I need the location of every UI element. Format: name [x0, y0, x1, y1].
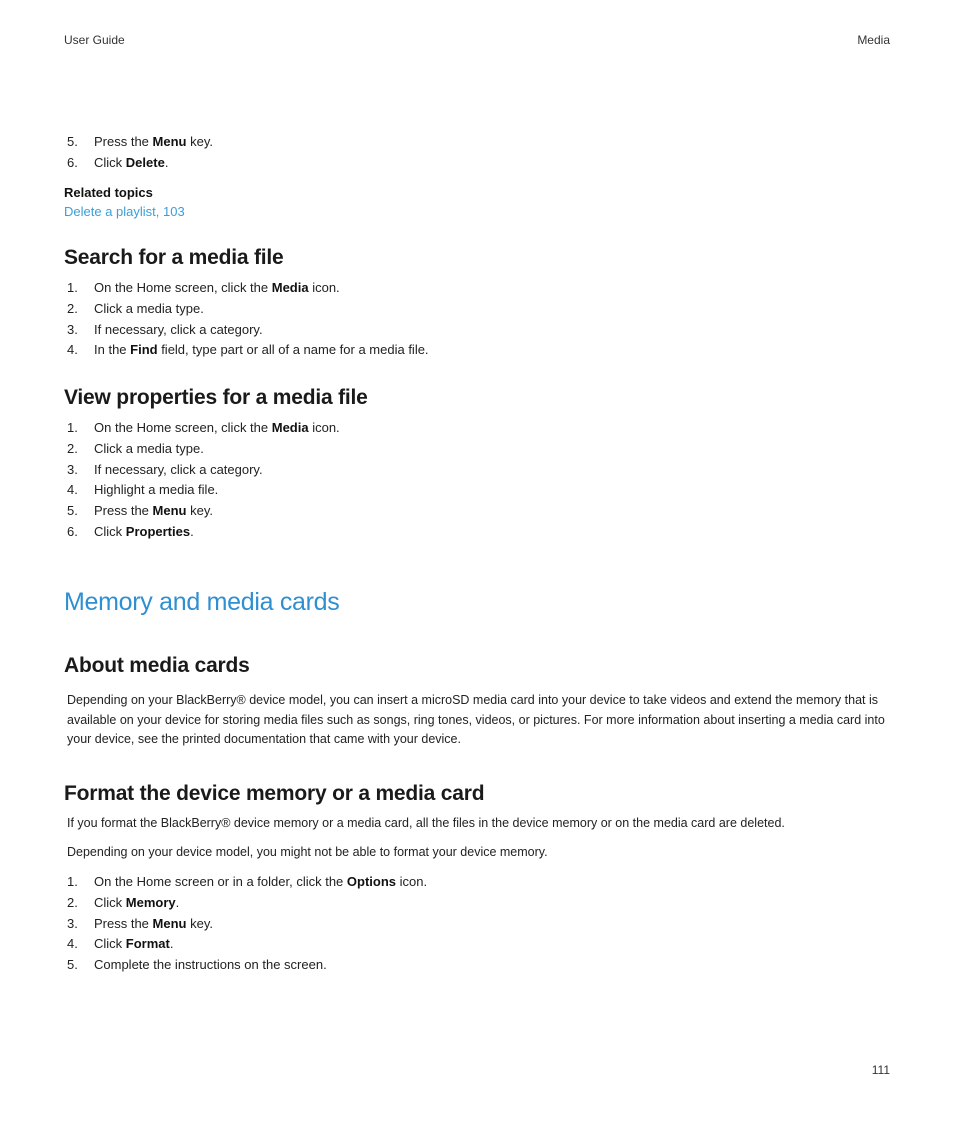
step-text-end: key.	[186, 503, 213, 519]
search-section-heading: Search for a media file	[64, 246, 284, 269]
step-keyword: Media	[271, 280, 309, 295]
step-text: Click	[94, 894, 126, 910]
list-item	[64, 439, 884, 460]
step-keyword: Memory	[125, 894, 176, 910]
step-text-end: .	[175, 894, 180, 910]
step-number: 5.	[67, 134, 78, 149]
step-number: 4.	[67, 936, 78, 952]
step-number: 6.	[67, 523, 78, 539]
about-paragraph: Depending on your BlackBerry® device model, you can insert a microSD media card into your device to take videos and extend the memory that is available on your device for storing media files such as songs, ring tones, videos, or pictures. For more information about inserting a media card into your device, see the printed documentation that came with your device.	[67, 693, 885, 747]
list-item	[64, 522, 884, 543]
step-keyword: Properties	[125, 523, 191, 539]
step-text-end: icon.	[396, 874, 428, 889]
step-text: Click a media type.	[94, 300, 204, 316]
properties-steps-list	[64, 418, 884, 543]
list-item	[64, 955, 884, 976]
step-text-end: key.	[186, 915, 213, 931]
list-item	[64, 480, 884, 501]
step-number: 3.	[67, 321, 78, 337]
step-number: 4.	[67, 482, 78, 498]
page-number: 111	[871, 1063, 890, 1077]
header-doc-title: User Guide	[64, 33, 125, 47]
step-number: 4.	[67, 342, 78, 358]
list-item	[64, 872, 884, 893]
step-text: Press the	[94, 503, 153, 519]
list-item	[64, 914, 884, 935]
step-text: On the Home screen, click the	[94, 280, 272, 295]
list-item	[64, 460, 884, 481]
step-text: On the Home screen, click the	[94, 420, 272, 435]
step-number: 1.	[67, 874, 78, 889]
step-text: Click	[94, 936, 126, 952]
step-text: Highlight a media file.	[94, 482, 219, 498]
step-number: 2.	[67, 894, 78, 910]
step-number: 3.	[67, 461, 78, 477]
step-number: 1.	[67, 280, 78, 295]
list-item	[64, 501, 884, 522]
list-item	[64, 320, 884, 341]
list-item	[64, 934, 884, 955]
step-keyword: Options	[346, 874, 397, 889]
related-topics-heading: Related topics	[64, 185, 153, 200]
step-text-end: .	[190, 523, 194, 539]
step-keyword: Find	[130, 342, 158, 358]
step-keyword: Menu	[152, 134, 187, 149]
step-number: 5.	[67, 503, 78, 519]
step-number: 2.	[67, 300, 78, 316]
search-steps-list	[64, 278, 884, 361]
step-keyword: Menu	[152, 503, 187, 519]
list-item	[64, 153, 884, 174]
top-steps-list	[64, 132, 884, 174]
step-text: If necessary, click a category.	[94, 461, 263, 477]
step-number: 3.	[67, 915, 78, 931]
step-text-end: field, type part or all of a name for a media file.	[157, 342, 429, 358]
properties-section-heading: View properties for a media file	[64, 386, 368, 409]
step-keyword: Delete	[125, 154, 165, 170]
list-item	[64, 418, 884, 439]
step-text: Click a media type.	[94, 440, 204, 456]
step-number: 5.	[67, 957, 78, 973]
step-text: If necessary, click a category.	[94, 321, 263, 337]
header-section-title: Media	[857, 33, 890, 47]
list-item	[64, 299, 884, 320]
step-keyword: Menu	[152, 915, 187, 931]
step-text-end: .	[169, 936, 174, 952]
step-text: Complete the instructions on the screen.	[94, 957, 327, 973]
step-text: On the Home screen or in a folder, click the	[94, 874, 347, 889]
about-section-heading: About media cards	[64, 654, 250, 677]
step-text-end: icon.	[308, 280, 340, 295]
format-steps-list	[64, 872, 884, 976]
list-item	[64, 893, 884, 914]
list-item	[64, 278, 884, 299]
step-text: Press the	[94, 134, 153, 149]
step-text: Click	[94, 154, 126, 170]
step-number: 1.	[67, 420, 78, 435]
chapter-title: Memory and media cards	[64, 588, 340, 616]
step-text-end: icon.	[308, 420, 340, 435]
list-item	[64, 340, 884, 361]
format-paragraph-1: If you format the BlackBerry® device memory or a media card, all the files in the device memory or on the media card are deleted.	[67, 816, 785, 830]
format-section-heading: Format the device memory or a media card	[64, 782, 485, 805]
related-topic-link[interactable]: Delete a playlist, 103	[64, 204, 185, 219]
format-paragraph-2: Depending on your device model, you might not be able to format your device memory.	[67, 845, 548, 859]
step-text-end: .	[164, 154, 169, 170]
list-item	[64, 132, 884, 153]
step-text-end: key.	[186, 134, 213, 149]
step-text: Press the	[94, 915, 153, 931]
step-number: 6.	[67, 154, 78, 170]
step-text: Click	[94, 523, 126, 539]
step-keyword: Media	[271, 420, 309, 435]
step-text: In the	[94, 342, 131, 358]
step-keyword: Format	[125, 936, 170, 952]
step-number: 2.	[67, 440, 78, 456]
